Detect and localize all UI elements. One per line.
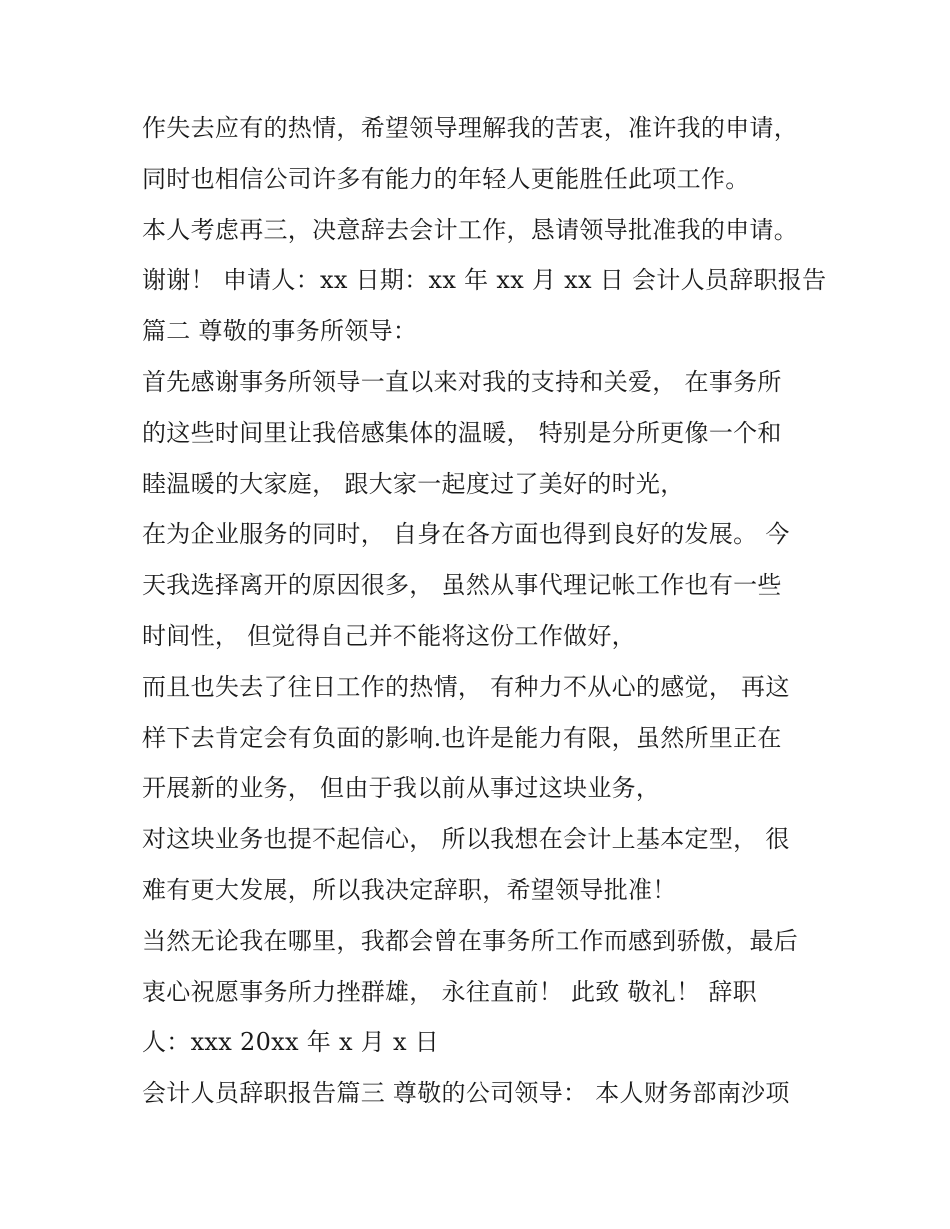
text-line: 会计人员辞职报告篇三 尊敬的公司领导： 本人财务部南沙项 xyxy=(142,1079,790,1108)
document-body xyxy=(142,103,827,1119)
text-line: 本人考虑再三，决意辞去会计工作，恳请领导批准我的申请。 xyxy=(142,215,799,244)
text-line: 同时也相信公司许多有能力的年轻人更能胜任此项工作。 xyxy=(142,164,750,193)
text-line: 当然无论我在哪里，我都会曾在事务所工作而感到骄傲，最后 xyxy=(142,926,799,955)
text-line: 天我选择离开的原因很多， 虽然从事代理记帐工作也有一些 xyxy=(142,571,782,600)
text-line: 人：xxx 20xx 年 x 月 x 日 xyxy=(142,1028,440,1057)
text-line: 篇二 尊敬的事务所领导： xyxy=(142,317,418,346)
text-line: 难有更大发展，所以我决定辞职，希望领导批准！ xyxy=(142,875,677,904)
text-line: 在为企业服务的同时， 自身在各方面也得到良好的发展。 今 xyxy=(142,520,790,549)
text-line: 对这块业务也提不起信心， 所以我想在会计上基本定型， 很 xyxy=(142,825,790,854)
text-line: 时间性， 但觉得自己并不能将这份工作做好， xyxy=(142,621,636,650)
text-line: 衷心祝愿事务所力挫群雄， 永往直前！ 此致 敬礼！ 辞职 xyxy=(142,977,757,1006)
text-line: 谢谢！ 申请人：xx 日期：xx 年 xx 月 xx 日 会计人员辞职报告 xyxy=(142,266,827,295)
text-line: 睦温暖的大家庭， 跟大家一起度过了美好的时光， xyxy=(142,469,685,498)
text-line: 作失去应有的热情，希望领导理解我的苦衷，准许我的申请， xyxy=(142,114,799,142)
text-line: 开展新的业务， 但由于我以前从事过这块业务， xyxy=(142,774,661,803)
text-line: 而且也失去了往日工作的热情， 有种力不从心的感觉， 再这 xyxy=(142,672,790,701)
text-line: 样下去肯定会有负面的影响.也许是能力有限，虽然所里正在 xyxy=(142,723,782,752)
text-line: 的这些时间里让我倍感集体的温暖， 特别是分所更像一个和 xyxy=(142,418,782,447)
text-line: 首先感谢事务所领导一直以来对我的支持和关爱， 在事务所 xyxy=(142,367,782,396)
